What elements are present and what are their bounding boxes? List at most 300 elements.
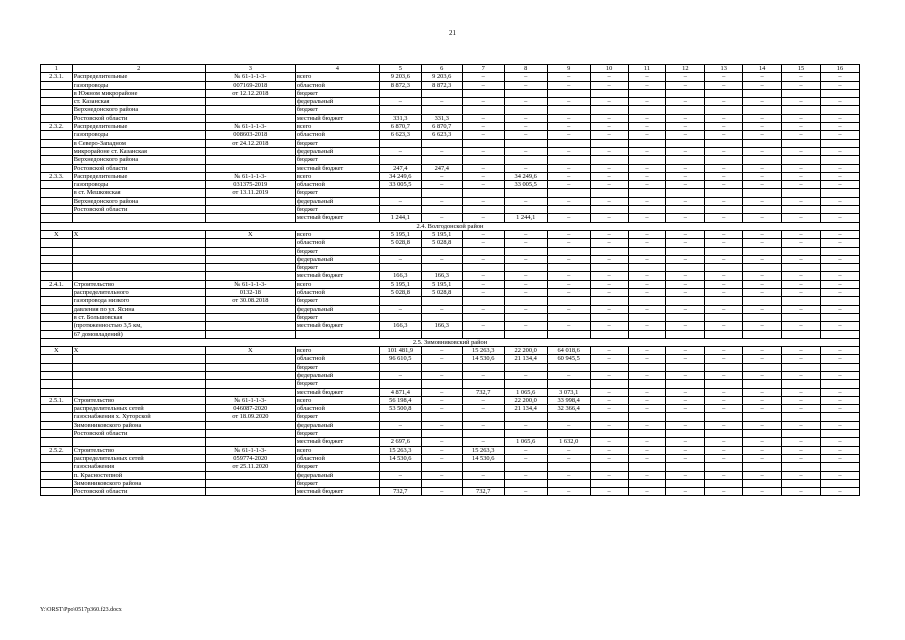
table-row xyxy=(41,264,860,272)
table-cell xyxy=(705,297,743,305)
table-cell xyxy=(782,380,821,388)
table-cell: – xyxy=(421,214,462,222)
table-cell: от 18.09.2020 xyxy=(205,413,295,421)
table-cell: – xyxy=(743,289,782,297)
table-cell: – xyxy=(547,289,590,297)
table-cell: 33 005,5 xyxy=(379,181,421,189)
table-cell xyxy=(41,197,73,205)
table-cell xyxy=(504,313,547,321)
table-cell: – xyxy=(782,280,821,288)
table-cell xyxy=(743,247,782,255)
table-cell: – xyxy=(743,73,782,81)
table-cell xyxy=(72,355,205,363)
table-cell: Зимовниковского района xyxy=(72,421,205,429)
table-cell: – xyxy=(628,488,666,496)
table-cell: – xyxy=(421,488,462,496)
table-cell: – xyxy=(705,347,743,355)
table-cell: – xyxy=(666,322,705,330)
table-cell xyxy=(295,330,379,338)
table-cell: – xyxy=(421,355,462,363)
table-cell: – xyxy=(743,239,782,247)
table-cell: – xyxy=(820,454,859,462)
table-cell: 1 244,1 xyxy=(379,214,421,222)
table-cell xyxy=(547,264,590,272)
table-cell: – xyxy=(379,471,421,479)
table-cell: в ст. Мешковская xyxy=(72,189,205,197)
table-cell xyxy=(421,139,462,147)
table-cell xyxy=(205,255,295,263)
table-cell xyxy=(205,363,295,371)
table-cell xyxy=(41,272,73,280)
table-cell: – xyxy=(590,371,628,379)
table-cell: – xyxy=(504,446,547,454)
table-cell: – xyxy=(705,73,743,81)
table-cell: – xyxy=(547,239,590,247)
table-cell: № 61-1-1-3- xyxy=(205,396,295,404)
table-cell: – xyxy=(504,289,547,297)
table-cell: – xyxy=(705,197,743,205)
table-cell: – xyxy=(820,239,859,247)
table-cell: областной xyxy=(295,131,379,139)
table-cell: – xyxy=(666,289,705,297)
table-cell: – xyxy=(462,147,504,155)
table-cell: – xyxy=(820,114,859,122)
table-cell: – xyxy=(628,355,666,363)
table-cell: – xyxy=(820,73,859,81)
table-cell: X xyxy=(41,230,73,238)
table-cell: – xyxy=(547,181,590,189)
table-cell: – xyxy=(782,438,821,446)
table-cell: – xyxy=(628,114,666,122)
table-cell xyxy=(462,206,504,214)
table-row xyxy=(41,81,860,89)
table-row xyxy=(41,463,860,471)
table-cell: – xyxy=(666,81,705,89)
table-row xyxy=(41,405,860,413)
table-cell: федеральный xyxy=(295,255,379,263)
table-cell xyxy=(666,479,705,487)
table-cell: – xyxy=(743,322,782,330)
table-cell xyxy=(72,247,205,255)
table-row xyxy=(41,98,860,106)
table-cell xyxy=(743,430,782,438)
table-cell: – xyxy=(820,272,859,280)
table-cell: – xyxy=(666,239,705,247)
table-cell: 2.3.3. xyxy=(41,172,73,180)
table-cell: – xyxy=(590,239,628,247)
table-cell: – xyxy=(504,454,547,462)
table-cell xyxy=(628,463,666,471)
table-cell: 56 198,4 xyxy=(379,396,421,404)
table-cell: местный бюджет xyxy=(295,272,379,280)
table-cell: – xyxy=(743,421,782,429)
table-cell xyxy=(547,106,590,114)
table-cell: – xyxy=(547,371,590,379)
table-cell xyxy=(590,330,628,338)
table-cell: – xyxy=(504,131,547,139)
table-cell: местный бюджет xyxy=(295,164,379,172)
table-cell: – xyxy=(590,172,628,180)
table-cell: – xyxy=(705,98,743,106)
table-cell xyxy=(628,89,666,97)
table-cell: 34 249,6 xyxy=(504,172,547,180)
table-cell: 3 073,1 xyxy=(547,388,590,396)
table-row xyxy=(41,89,860,97)
budget-table xyxy=(40,64,860,496)
table-cell: – xyxy=(782,147,821,155)
table-row xyxy=(41,330,860,338)
table-row xyxy=(41,181,860,189)
table-cell: – xyxy=(590,322,628,330)
table-cell: 15 263,3 xyxy=(462,446,504,454)
table-cell: – xyxy=(590,147,628,155)
table-cell xyxy=(379,264,421,272)
column-number: 14 xyxy=(743,65,782,73)
column-number: 12 xyxy=(666,65,705,73)
table-cell xyxy=(205,164,295,172)
table-cell: всего xyxy=(295,230,379,238)
table-cell: – xyxy=(782,421,821,429)
table-cell: местный бюджет xyxy=(295,322,379,330)
table-cell: – xyxy=(590,131,628,139)
table-cell xyxy=(782,363,821,371)
table-cell: – xyxy=(547,322,590,330)
table-cell: – xyxy=(782,255,821,263)
table-cell: – xyxy=(590,471,628,479)
table-cell: – xyxy=(379,197,421,205)
table-cell xyxy=(379,139,421,147)
table-cell xyxy=(205,247,295,255)
table-cell: – xyxy=(820,355,859,363)
table-cell xyxy=(462,189,504,197)
table-cell: 331,3 xyxy=(421,114,462,122)
table-cell: – xyxy=(782,131,821,139)
table-cell xyxy=(41,131,73,139)
table-cell: – xyxy=(628,131,666,139)
table-cell xyxy=(547,313,590,321)
table-cell: – xyxy=(666,446,705,454)
table-cell xyxy=(462,313,504,321)
table-cell: X xyxy=(72,347,205,355)
table-cell xyxy=(41,89,73,97)
table-cell: 5 195,1 xyxy=(421,230,462,238)
table-cell: всего xyxy=(295,396,379,404)
table-cell xyxy=(421,430,462,438)
table-cell xyxy=(462,363,504,371)
section-row xyxy=(41,338,860,346)
table-cell xyxy=(666,313,705,321)
table-cell xyxy=(820,430,859,438)
table-cell: – xyxy=(743,214,782,222)
column-number: 16 xyxy=(820,65,859,73)
table-cell: – xyxy=(666,272,705,280)
table-cell: Распределительные xyxy=(72,172,205,180)
table-row xyxy=(41,289,860,297)
table-cell: – xyxy=(590,197,628,205)
table-cell: – xyxy=(743,454,782,462)
table-cell: – xyxy=(705,488,743,496)
table-cell: – xyxy=(820,123,859,131)
table-cell xyxy=(820,106,859,114)
table-cell: – xyxy=(421,172,462,180)
table-cell: местный бюджет xyxy=(295,114,379,122)
table-cell: – xyxy=(628,421,666,429)
table-cell: – xyxy=(504,371,547,379)
table-cell xyxy=(41,322,73,330)
table-cell: – xyxy=(705,172,743,180)
table-cell: – xyxy=(820,405,859,413)
table-cell: – xyxy=(504,197,547,205)
table-cell: 60 945,5 xyxy=(547,355,590,363)
table-cell: федеральный xyxy=(295,371,379,379)
table-cell xyxy=(743,363,782,371)
table-cell: – xyxy=(379,255,421,263)
table-cell: – xyxy=(666,405,705,413)
table-cell xyxy=(72,380,205,388)
table-cell: – xyxy=(666,172,705,180)
table-cell: – xyxy=(820,172,859,180)
table-cell: – xyxy=(782,322,821,330)
table-cell xyxy=(462,297,504,305)
table-cell: – xyxy=(820,289,859,297)
table-cell: № 61-1-1-3- xyxy=(205,446,295,454)
table-cell xyxy=(41,114,73,122)
column-number: 4 xyxy=(295,65,379,73)
table-cell: 2.4.1. xyxy=(41,280,73,288)
table-cell: 5 195,1 xyxy=(379,230,421,238)
table-cell: – xyxy=(743,114,782,122)
table-cell: – xyxy=(462,239,504,247)
table-cell xyxy=(782,156,821,164)
table-cell: – xyxy=(743,405,782,413)
table-cell xyxy=(41,413,73,421)
table-cell: Строительство xyxy=(72,446,205,454)
table-cell: – xyxy=(820,255,859,263)
table-cell xyxy=(41,156,73,164)
table-cell: – xyxy=(743,347,782,355)
table-cell xyxy=(705,413,743,421)
column-number: 9 xyxy=(547,65,590,73)
table-cell: – xyxy=(421,98,462,106)
table-cell xyxy=(205,313,295,321)
table-cell: 1 632,0 xyxy=(547,438,590,446)
table-cell xyxy=(379,156,421,164)
table-cell: – xyxy=(628,405,666,413)
table-cell: 6 870,7 xyxy=(421,123,462,131)
table-cell: – xyxy=(743,172,782,180)
table-cell xyxy=(590,479,628,487)
table-cell xyxy=(205,305,295,313)
table-cell: 4 871,4 xyxy=(379,388,421,396)
table-row xyxy=(41,413,860,421)
table-cell: – xyxy=(705,214,743,222)
table-cell: 67 домовладений) xyxy=(72,330,205,338)
table-cell xyxy=(547,330,590,338)
table-row xyxy=(41,430,860,438)
table-cell: – xyxy=(462,396,504,404)
table-cell xyxy=(41,289,73,297)
table-cell xyxy=(820,206,859,214)
table-cell xyxy=(205,388,295,396)
table-cell: – xyxy=(628,446,666,454)
table-cell: – xyxy=(462,405,504,413)
table-cell xyxy=(379,479,421,487)
table-cell: – xyxy=(782,172,821,180)
table-cell: – xyxy=(743,164,782,172)
table-cell: – xyxy=(782,98,821,106)
table-cell: – xyxy=(462,421,504,429)
table-cell: в ст. Большовская xyxy=(72,313,205,321)
table-cell xyxy=(666,363,705,371)
table-cell: – xyxy=(547,214,590,222)
table-cell: 101 481,9 xyxy=(379,347,421,355)
table-cell: бюджет xyxy=(295,106,379,114)
table-row xyxy=(41,73,860,81)
table-cell: – xyxy=(590,396,628,404)
table-cell xyxy=(628,106,666,114)
table-cell: 166,3 xyxy=(421,272,462,280)
table-cell: областной xyxy=(295,181,379,189)
table-cell: – xyxy=(743,488,782,496)
table-cell: – xyxy=(590,289,628,297)
table-cell: – xyxy=(379,147,421,155)
table-cell: всего xyxy=(295,73,379,81)
table-cell xyxy=(705,264,743,272)
table-cell: – xyxy=(504,421,547,429)
section-title: 2.4. Волгодонской район xyxy=(41,222,860,230)
table-cell: 046087-2020 xyxy=(205,405,295,413)
table-cell: – xyxy=(666,305,705,313)
table-cell: областной xyxy=(295,454,379,462)
table-cell: бюджет xyxy=(295,297,379,305)
table-cell: 14 530,6 xyxy=(462,454,504,462)
table-cell: от 30.08.2018 xyxy=(205,297,295,305)
table-cell: – xyxy=(547,147,590,155)
table-cell xyxy=(628,413,666,421)
table-cell xyxy=(41,147,73,155)
table-cell: – xyxy=(547,131,590,139)
table-cell xyxy=(205,106,295,114)
table-cell xyxy=(547,363,590,371)
table-cell xyxy=(72,363,205,371)
table-cell: – xyxy=(628,73,666,81)
table-cell xyxy=(41,181,73,189)
table-cell: – xyxy=(743,197,782,205)
table-cell: – xyxy=(666,396,705,404)
table-cell: – xyxy=(379,421,421,429)
table-cell: газопроводы xyxy=(72,181,205,189)
table-cell: 166,3 xyxy=(379,322,421,330)
table-cell xyxy=(504,189,547,197)
table-cell xyxy=(590,156,628,164)
table-cell: – xyxy=(547,230,590,238)
table-cell: – xyxy=(705,280,743,288)
table-cell: федеральный xyxy=(295,197,379,205)
table-cell: – xyxy=(705,446,743,454)
table-cell: от 12.12.2018 xyxy=(205,89,295,97)
table-cell xyxy=(590,264,628,272)
table-cell xyxy=(820,89,859,97)
table-cell: – xyxy=(705,230,743,238)
table-cell: – xyxy=(782,488,821,496)
table-cell xyxy=(379,89,421,97)
table-cell xyxy=(666,156,705,164)
table-cell: – xyxy=(820,396,859,404)
table-cell: – xyxy=(666,388,705,396)
table-cell: – xyxy=(782,214,821,222)
table-cell xyxy=(628,479,666,487)
column-number: 10 xyxy=(590,65,628,73)
table-cell: – xyxy=(547,421,590,429)
table-cell: – xyxy=(705,405,743,413)
table-cell xyxy=(547,206,590,214)
table-cell xyxy=(504,106,547,114)
table-cell: федеральный xyxy=(295,421,379,429)
table-cell: № 61-1-1-3- xyxy=(205,280,295,288)
table-row xyxy=(41,106,860,114)
table-cell: – xyxy=(743,280,782,288)
table-cell: Ростовской области xyxy=(72,206,205,214)
table-cell: областной xyxy=(295,405,379,413)
table-cell: 166,3 xyxy=(379,272,421,280)
table-cell: – xyxy=(743,123,782,131)
table-cell xyxy=(743,189,782,197)
table-cell: – xyxy=(820,388,859,396)
table-cell: бюджет xyxy=(295,430,379,438)
table-row xyxy=(41,297,860,305)
table-cell xyxy=(782,463,821,471)
table-cell: – xyxy=(628,214,666,222)
table-cell xyxy=(504,463,547,471)
table-cell: бюджет xyxy=(295,247,379,255)
table-cell: – xyxy=(820,81,859,89)
table-cell: – xyxy=(705,272,743,280)
table-cell xyxy=(205,471,295,479)
table-cell: – xyxy=(782,471,821,479)
table-cell: – xyxy=(628,181,666,189)
table-cell: 5 195,1 xyxy=(379,280,421,288)
table-cell xyxy=(628,206,666,214)
table-cell: всего xyxy=(295,446,379,454)
table-cell: 1 065,6 xyxy=(504,438,547,446)
table-cell xyxy=(421,463,462,471)
table-cell: – xyxy=(421,471,462,479)
table-cell: местный бюджет xyxy=(295,214,379,222)
table-cell: 5 028,8 xyxy=(421,289,462,297)
table-cell xyxy=(504,380,547,388)
table-cell xyxy=(628,313,666,321)
table-cell: – xyxy=(462,289,504,297)
table-cell xyxy=(504,156,547,164)
table-cell: – xyxy=(590,272,628,280)
table-cell: – xyxy=(782,305,821,313)
table-cell xyxy=(421,156,462,164)
table-cell: – xyxy=(666,131,705,139)
table-cell: – xyxy=(421,388,462,396)
table-cell xyxy=(462,106,504,114)
table-cell xyxy=(782,264,821,272)
table-cell: – xyxy=(628,347,666,355)
table-cell: Распределительные xyxy=(72,123,205,131)
column-number: 15 xyxy=(782,65,821,73)
table-cell xyxy=(41,438,73,446)
table-cell: – xyxy=(590,488,628,496)
table-cell: газопровода низкого xyxy=(72,297,205,305)
table-cell xyxy=(820,297,859,305)
table-cell xyxy=(705,363,743,371)
table-cell: – xyxy=(628,172,666,180)
table-cell: – xyxy=(743,131,782,139)
